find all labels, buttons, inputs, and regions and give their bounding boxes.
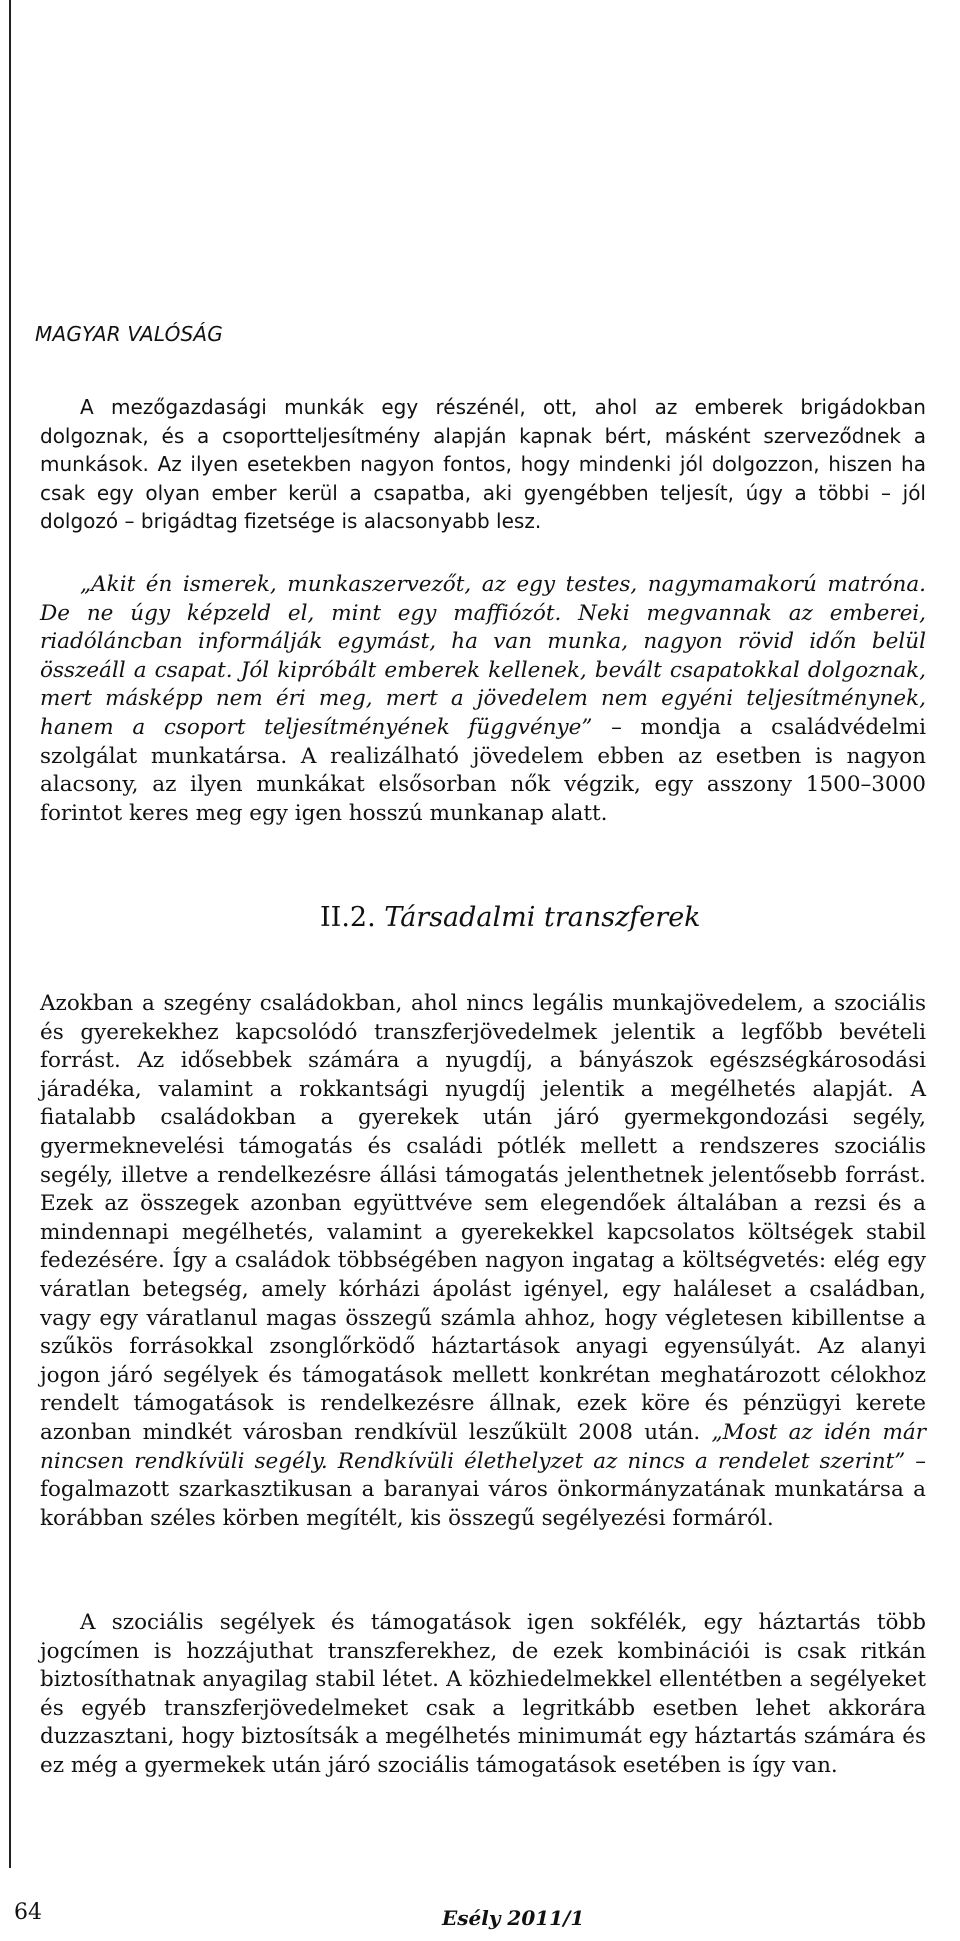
transfers-text: Azokban a szegény családokban, ahol nincs legális munkajövedelem, a szociális és gyerekekhez kapcsolódó transzferjövedelmek jelentik a legfőbb bevételi forrást. Az idősebbek számára a nyugdíj, a bányászok egészségkárosodási járadéka, valamint a rokkantsági nyugdíj jelentik a megélhetés alapját. A fiatalabb családokban a gyerekek után járó gyermekgondozási segély, gyermeknevelési támogatás és családi pótlék mellett a rendszeres szociális segély, illetve a rendelkezésre állási támogatás jelenthetnek jelentősebb forrást. Ezek az összegek azonban együttvéve sem elegendőek általában a rezsi és a mindennapi megélhetés, valamint a gyerekekkel kapcsolatos költségek stabil fedezésére. Így a családok többségében nagyon ingatag a költségvetés: elég egy váratlan betegség, amely kórházi ápolást igényel, egy haláleset a családban, vagy egy váratlanul magas összegű számla ahhoz, hogy végletesen kibillentse a szűkös forrásokkal zsonglőrködő háztartások anyagi egyensúlyát. Az alanyi jogon járó segélyek és támogatások mellett konkrétan meghatározott célokhoz rendelt támogatások is rendelkezésre állnak, ezek köre és pénzügyi kerete azonban mindkét városban rendkívül leszűkült 2008 után. — [40, 991, 926, 1445]
running-head: MAGYAR VALÓSÁG — [35, 322, 223, 346]
page-number: 64 — [14, 1900, 42, 1925]
paragraph-quote-organizer — [40, 571, 926, 828]
quote-extraordinary-aid: „Most az idén már nincsen rendkívüli segély. Rendkívüli élethelyzet az nincs a rendelet szerint” — [40, 1419, 926, 1474]
section-heading — [320, 902, 701, 933]
quote-organizer-attribution: – mondja a családvédelmi szolgálat munkatársa. A realizálható jövedelem ebben az esetben is nagyon alacsony, az ilyen munkákat elsősorban nők végzik, egy asszony 1500–3000 forintot keres meg egy igen hosszú munkanap alatt. — [40, 714, 926, 826]
transfers-text-end: – fogalmazott szarkasztikusan a baranyai város önkormányzatának munkatársa a korábban széles körben megítélt, kis összegű segélyezési formáról. — [40, 1448, 926, 1531]
section-number: II.2. — [320, 902, 376, 933]
paragraph-brigades: A mezőgazdasági munkák egy részénél, ott, ahol az emberek brigádokban dolgoznak, és a csoportteljesítmény alapján kapnak bért, másként szerveződnek a munkások. Az ilyen esetekben nagyon fontos, hogy mindenki jól dolgozzon, hiszen ha csak egy olyan ember kerül a csapatba, aki gyengébben teljesít, úgy a többi – jól dolgozó – brigádtag fizetsége is alacsonyabb lesz. — [40, 395, 926, 534]
journal-footer: Esély 2011/1 — [442, 1906, 585, 1930]
left-margin-rule — [9, 0, 11, 1868]
quote-organizer: „Akit én ismerek, munkaszervezőt, az egy testes, nagymamakorú matróna. De ne úgy képzeld el, mint egy maffiózót. Neki megvannak az emberei, riadóláncban informálják egymást, ha van munka, nagyon rövid időn belül összeáll a csapat. Jól kipróbált emberek kellenek, bevált csapatokkal dolgoznak, mert másképp nem éri meg, mert a jövedelem nem egyéni teljesítménynek, hanem a csoport teljesítményének függvénye” — [40, 572, 926, 740]
paragraph-transfers — [40, 990, 926, 1533]
paragraph-social-aid: A szociális segélyek és támogatások igen sokfélék, egy háztartás több jogcímen is hozzájuthat transzferekhez, de ezek kombinációi is csak ritkán biztosíthatnak anyagilag stabil létet. A közhiedelmekkel ellentétben a segélyeket és egyéb transzferjövedelmeket csak a legritkább esetben lehet akkorára duzzasztani, hogy biztosítsák a megélhetés minimumát egy háztartás számára és ez még a gyermekek után járó szociális támogatások esetében is így van. — [40, 1610, 926, 1778]
section-title: Társadalmi transzferek — [384, 902, 701, 933]
